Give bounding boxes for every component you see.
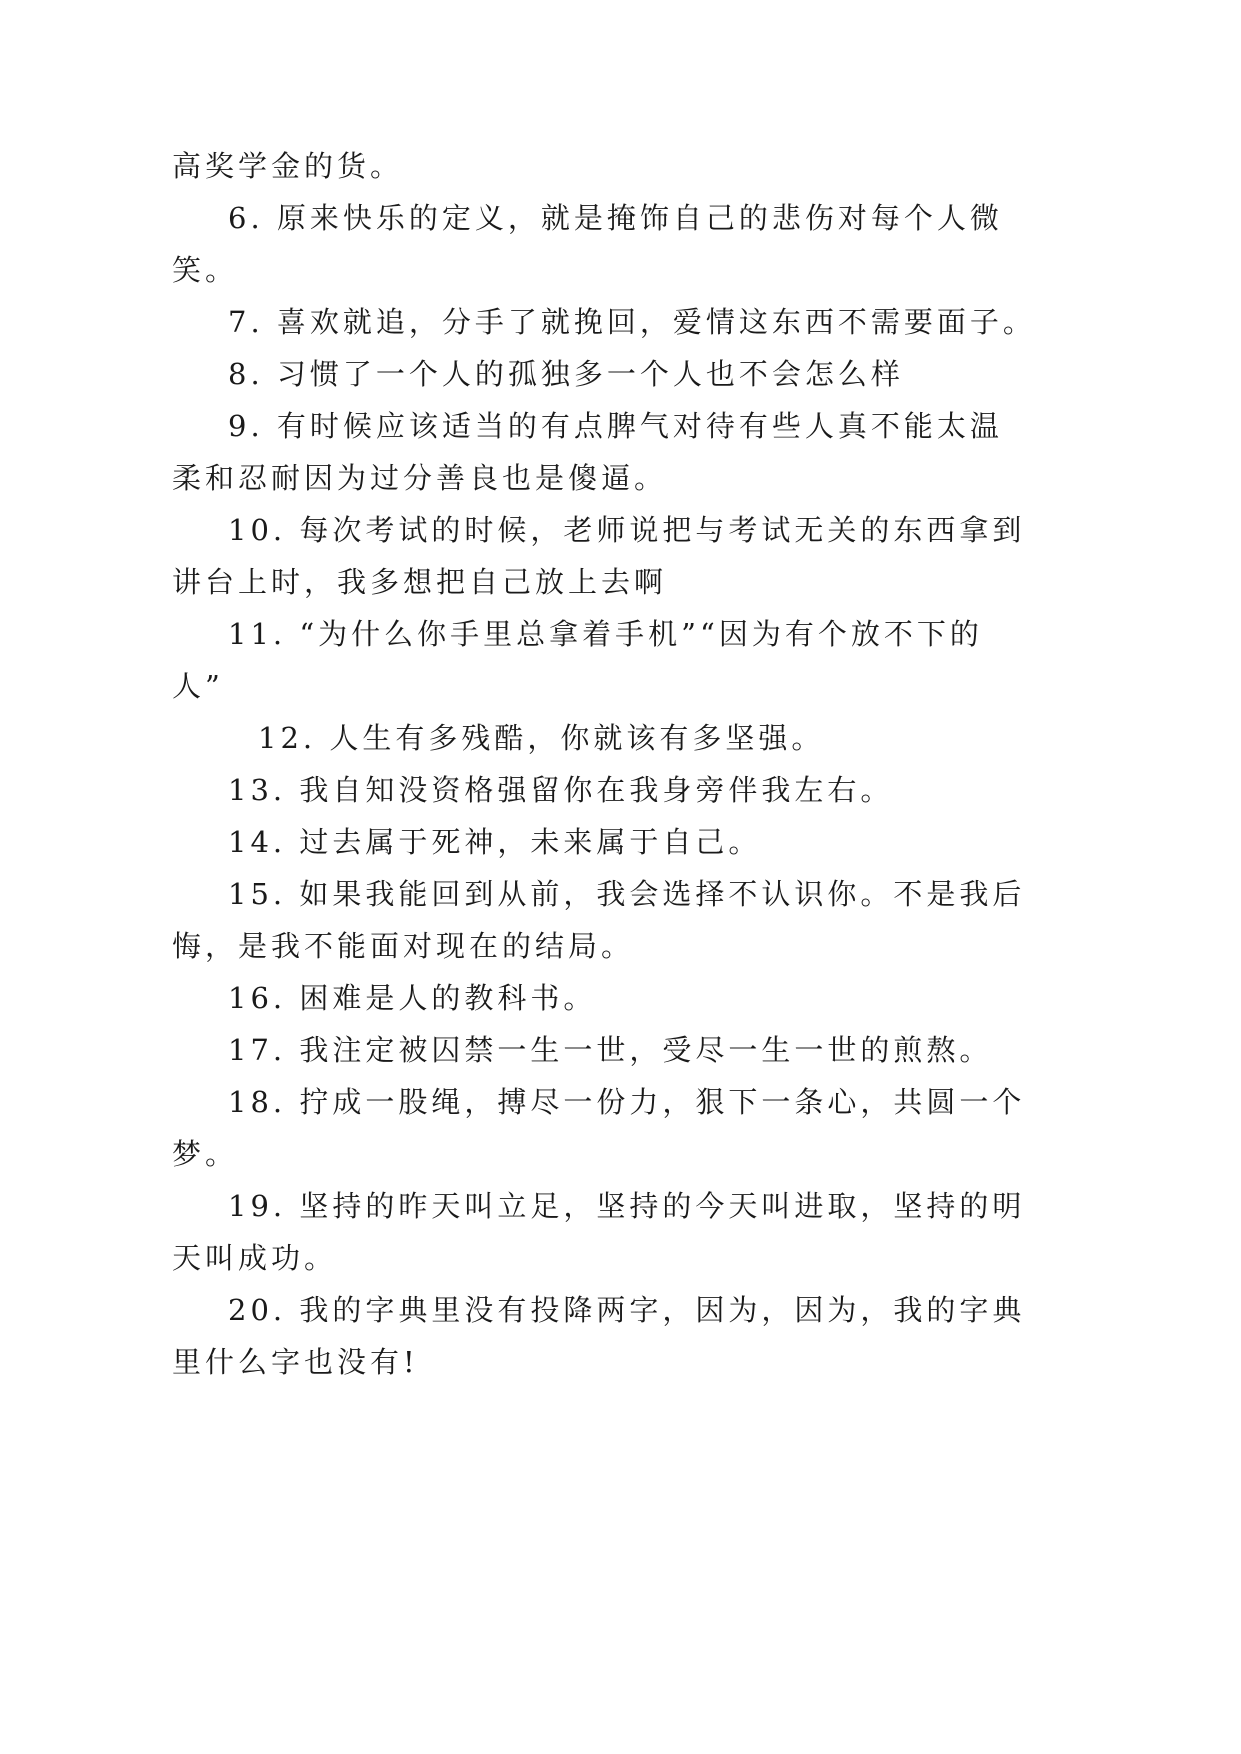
text-line: 9. 有时候应该适当的有点脾气对待有些人真不能太温 <box>228 409 1003 443</box>
text-line: 高奖学金的货。 <box>172 149 404 183</box>
text-line: 6. 原来快乐的定义，就是掩饰自己的悲伤对每个人微 <box>228 201 1003 235</box>
text-line: 15. 如果我能回到从前，我会选择不认识你。不是我后 <box>228 877 1026 911</box>
text-line: 8. 习惯了一个人的孤独多一个人也不会怎么样 <box>228 357 904 391</box>
text-line: 18. 拧成一股绳，搏尽一份力，狠下一条心，共圆一个 <box>228 1085 1026 1119</box>
text-line: 14. 过去属于死神，未来属于自己。 <box>228 825 762 859</box>
text-line: 7. 喜欢就追，分手了就挽回，爱情这东西不需要面子。 <box>228 305 1036 339</box>
text-line: 11. “为什么你手里总拿着手机”“因为有个放不下的 <box>228 617 983 651</box>
text-line: 16. 困难是人的教科书。 <box>228 981 597 1015</box>
text-line: 讲台上时，我多想把自己放上去啊 <box>172 565 668 599</box>
text-line: 20. 我的字典里没有投降两字，因为，因为，我的字典 <box>228 1293 1026 1327</box>
text-line: 12. 人生有多残酷，你就该有多坚强。 <box>258 721 825 755</box>
text-line: 笑。 <box>172 253 239 287</box>
text-line: 13. 我自知没资格强留你在我身旁伴我左右。 <box>228 773 894 807</box>
text-line: 里什么字也没有! <box>172 1345 419 1379</box>
text-line: 悔，是我不能面对现在的结局。 <box>172 929 635 963</box>
text-line: 19. 坚持的昨天叫立足，坚持的今天叫进取，坚持的明 <box>228 1189 1026 1223</box>
text-line: 人” <box>172 669 224 703</box>
text-line: 天叫成功。 <box>172 1241 338 1275</box>
text-line: 柔和忍耐因为过分善良也是傻逼。 <box>172 461 668 495</box>
text-line: 10. 每次考试的时候，老师说把与考试无关的东西拿到 <box>228 513 1026 547</box>
text-line: 梦。 <box>172 1137 239 1171</box>
text-line: 17. 我注定被囚禁一生一世，受尽一生一世的煎熬。 <box>228 1033 993 1067</box>
